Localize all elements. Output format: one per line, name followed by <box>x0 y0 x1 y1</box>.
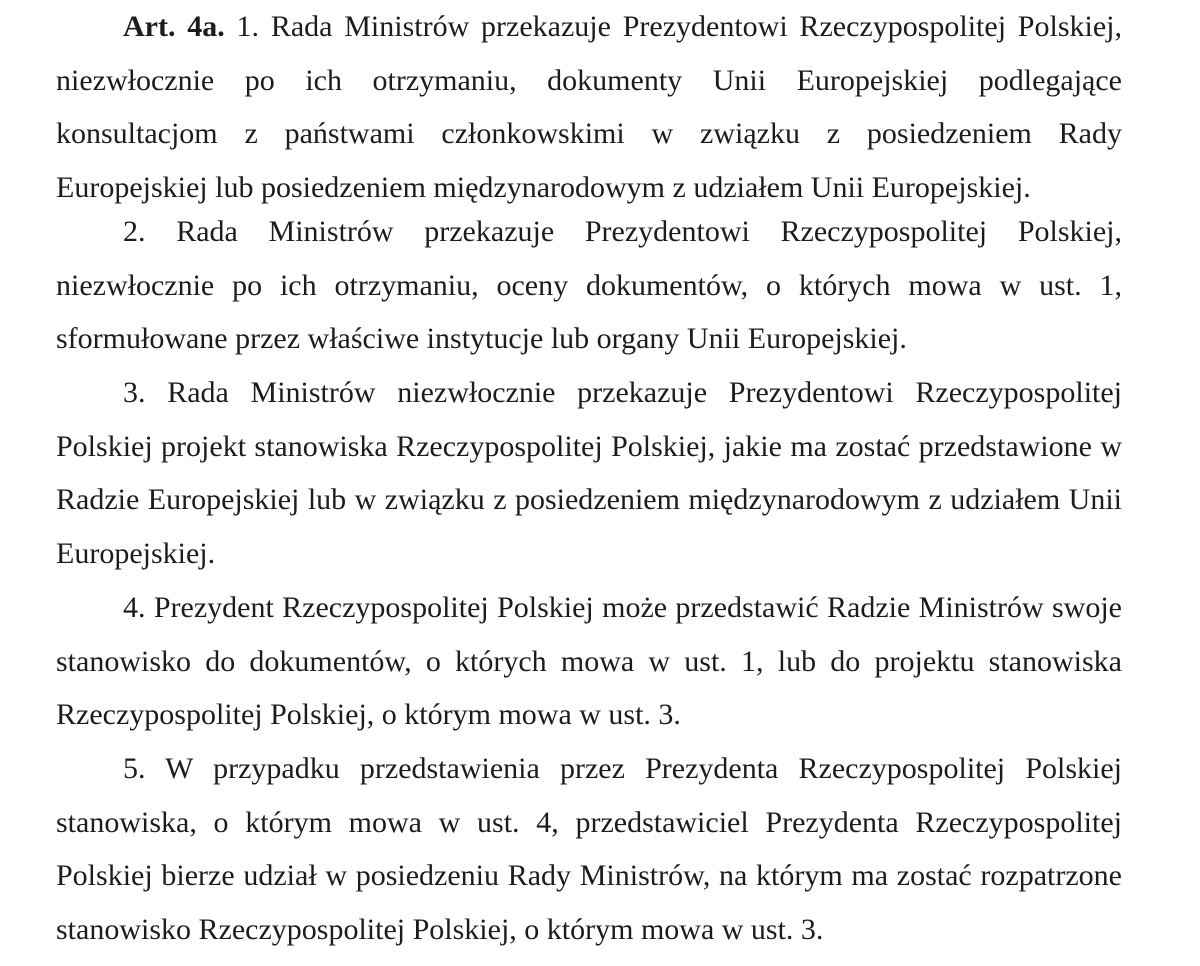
article-label: Art. 4a. <box>123 10 225 43</box>
article-paragraph-4 <box>56 581 1122 742</box>
paragraph-number-5: 5. <box>123 752 146 785</box>
paragraph-number-1: 1. <box>236 10 260 43</box>
paragraph-text-3: Rada Ministrów niezwłocznie przekazuje Prezydentowi Rzeczypospolitej Polskiej projekt stanowiska Rzeczypospolitej Polskiej, jakie ma zostać przedstawione w Radzie Europejskiej lub w związku z posiedzeniem międzynarodowym z udziałem Unii Europejskiej. <box>56 376 1123 571</box>
paragraph-text-2: Rada Ministrów przekazuje Prezydentowi Rzeczypospolitej Polskiej, niezwłocznie po ich otrzymaniu, oceny dokumentów, o których mowa w ust. 1, sformułowane przez właściwe instytucje lub organy Unii Europejskiej. <box>56 215 1122 356</box>
paragraph-number-4: 4. <box>123 591 146 624</box>
article-paragraph-3 <box>56 366 1122 581</box>
paragraph-text-5: W przypadku przedstawienia przez Prezydenta Rzeczypospolitej Polskiej stanowiska, o którym mowa w ust. 4, przedstawiciel Prezydenta Rzeczypospolitej Polskiej bierze udział w posiedzeniu Rady Ministrów, na którym ma zostać rozpatrzone stanowisko Rzeczypospolitej Polskiej, o którym mowa w ust. 3. <box>56 752 1122 947</box>
paragraph-text-4: Prezydent Rzeczypospolitej Polskiej może przedstawić Radzie Ministrów swoje stanowisko do dokumentów, o których mowa w ust. 1, lub do projektu stanowiska Rzeczypospolitej Polskiej, o którym mowa w ust. 3. <box>56 591 1122 732</box>
article-paragraph-2 <box>56 205 1122 366</box>
paragraph-text-1: Rada Ministrów przekazuje Prezydentowi Rzeczypospolitej Polskiej, niezwłocznie po ich otrzymaniu, dokumenty Unii Europejskiej podlegające konsultacjom z państwami członkowskimi w związku z posiedzeniem Rady Europejskiej lub posiedzeniem międzynarodowym z udziałem Unii Europejskiej. <box>56 10 1122 205</box>
article-paragraph-5 <box>56 742 1122 957</box>
paragraph-number-3: 3. <box>123 376 146 409</box>
paragraph-number-2: 2. <box>123 215 146 248</box>
article-paragraph-1 <box>56 0 1122 215</box>
